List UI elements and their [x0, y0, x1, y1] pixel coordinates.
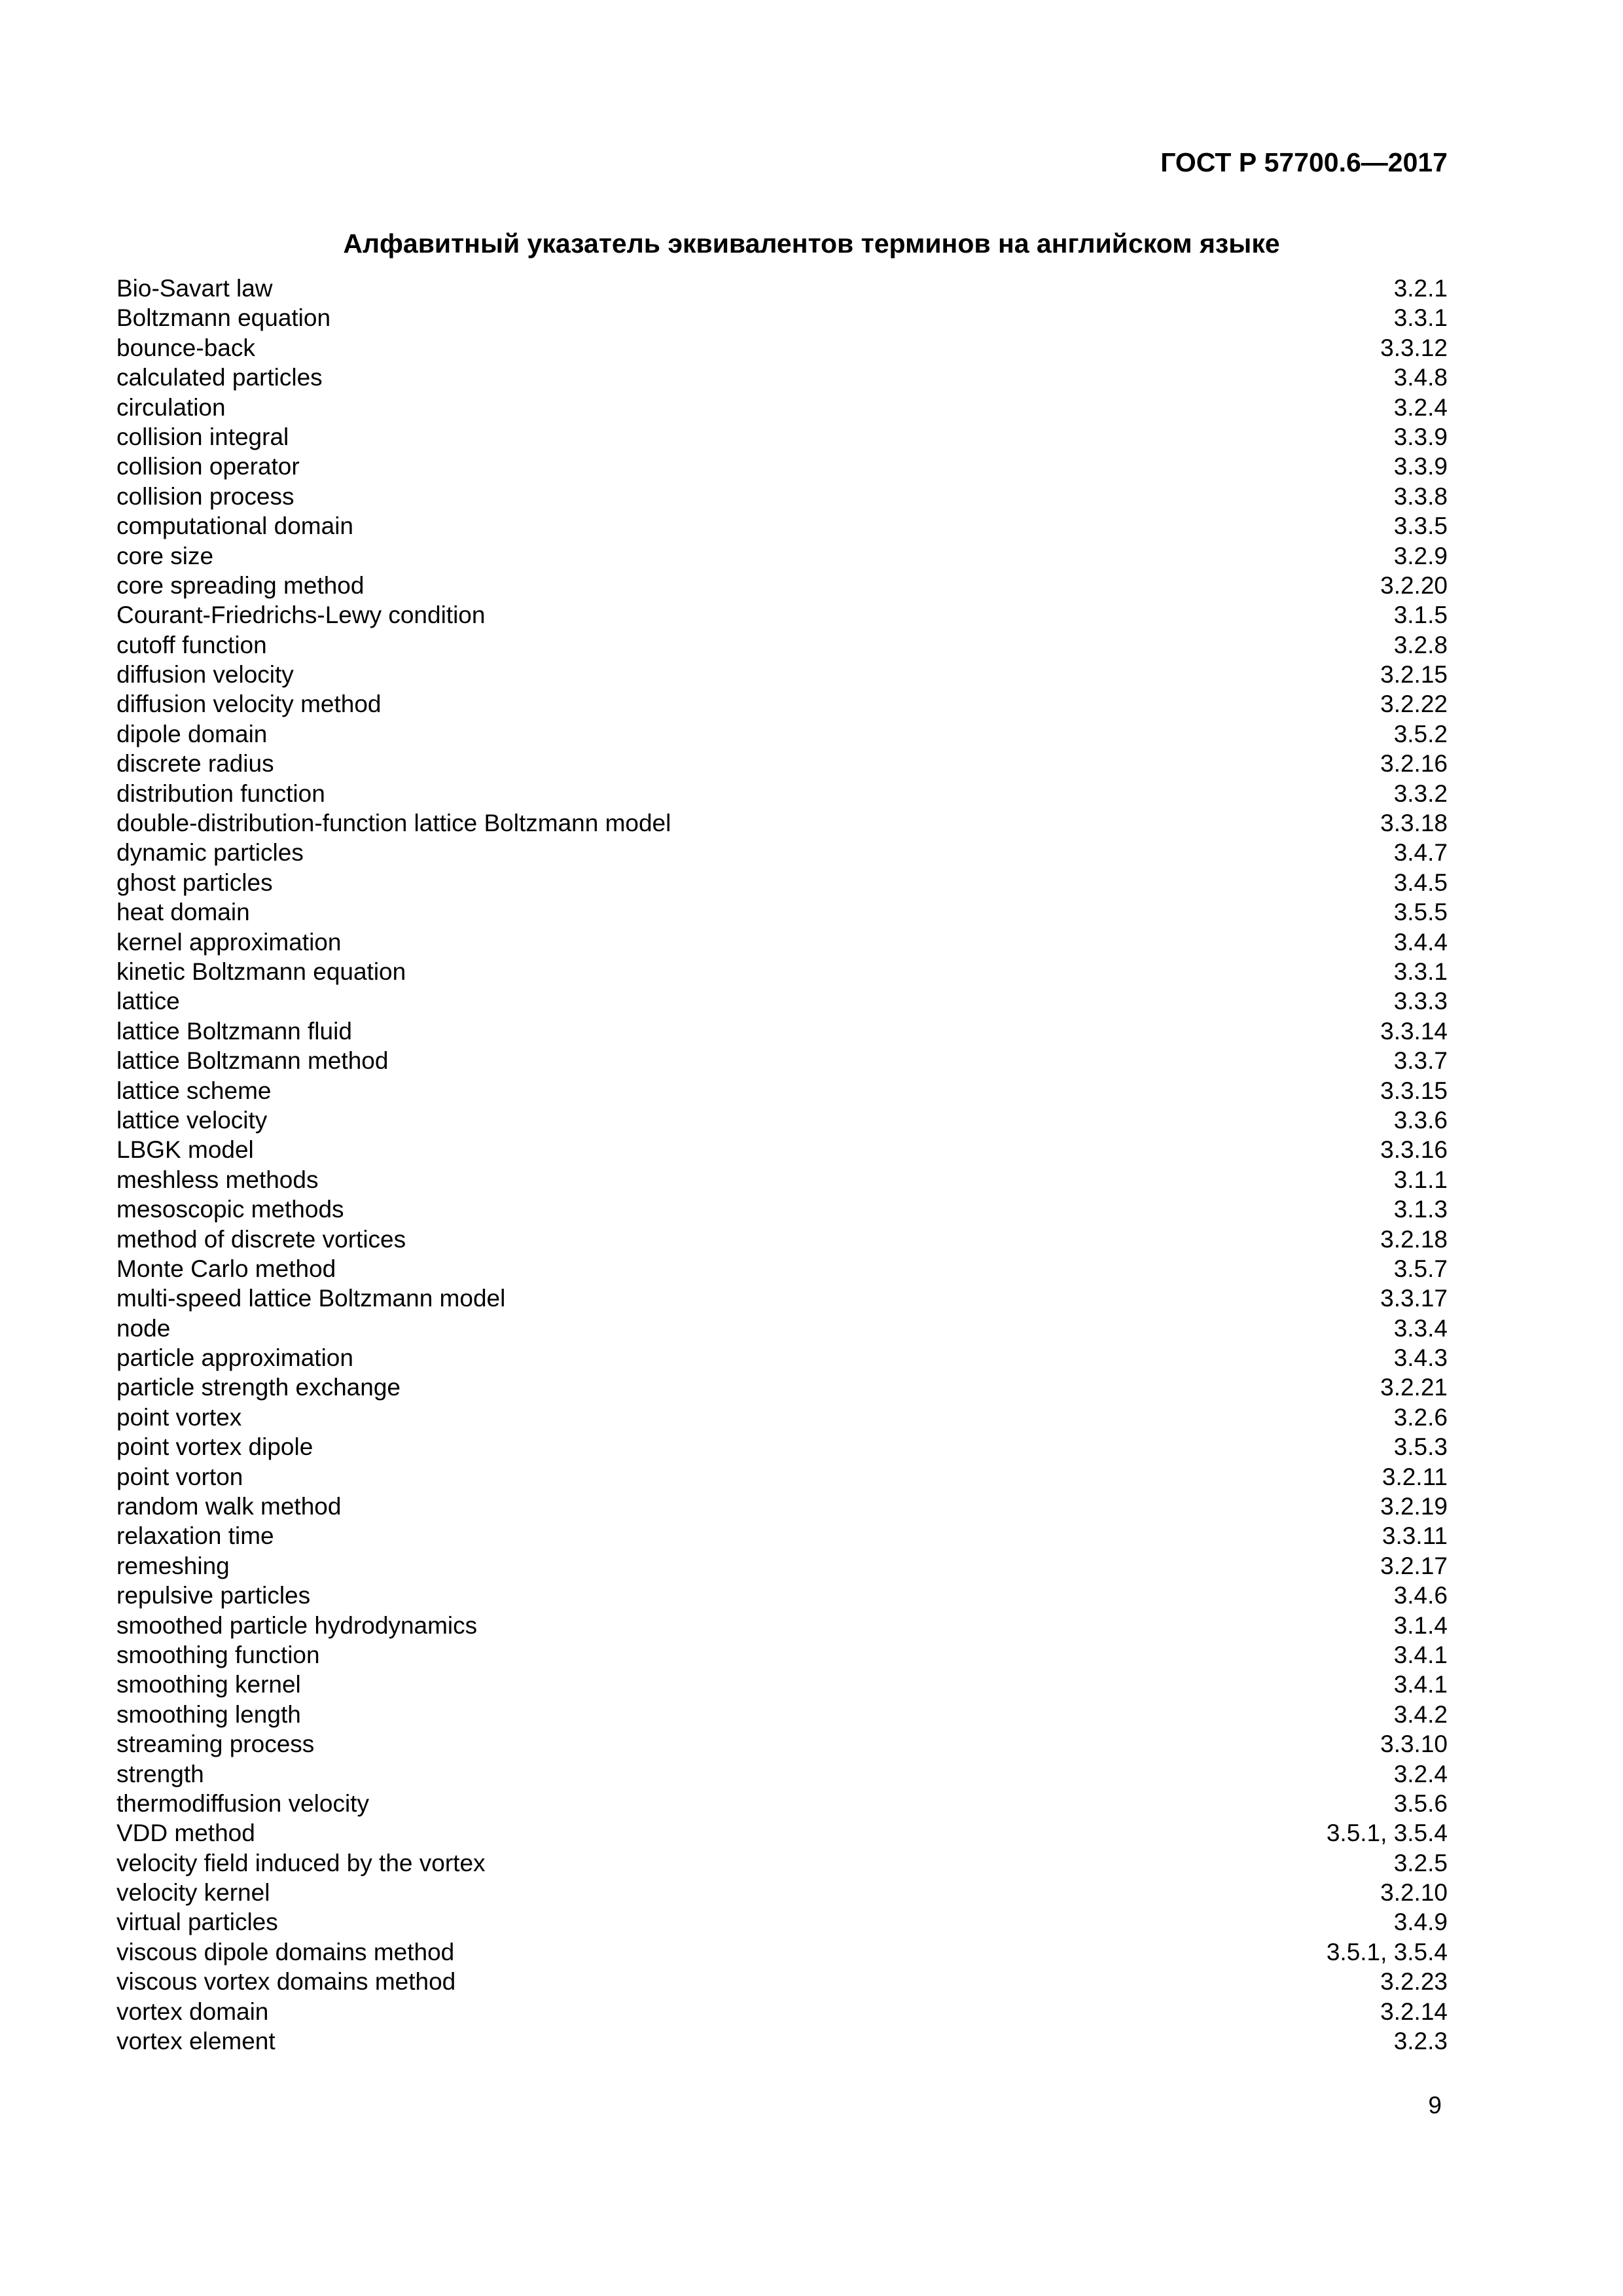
- index-clause-ref: 3.2.14: [1380, 1998, 1448, 2025]
- index-entry: [116, 1254, 1448, 1283]
- index-entry: [116, 363, 1448, 392]
- index-clause-ref: 3.5.6: [1393, 1789, 1448, 1817]
- index-entry: [116, 897, 1448, 927]
- index-term: relaxation time: [116, 1522, 274, 1550]
- index-entry: [116, 1165, 1448, 1194]
- index-clause-ref: 3.3.10: [1380, 1731, 1448, 1758]
- index-clause-ref: 3.4.5: [1393, 869, 1448, 896]
- index-term: Boltzmann equation: [116, 304, 331, 332]
- index-entry: [116, 1225, 1448, 1254]
- index-entry: [116, 1789, 1448, 1818]
- index-entry: [116, 1432, 1448, 1462]
- index-term: kernel approximation: [116, 928, 342, 956]
- index-term: lattice Boltzmann method: [116, 1047, 389, 1075]
- index-clause-ref: 3.3.15: [1380, 1077, 1448, 1104]
- standard-code-header: ГОСТ Р 57700.6—2017: [1160, 147, 1448, 177]
- index-clause-ref: 3.3.1: [1393, 304, 1448, 332]
- index-term: collision process: [116, 482, 294, 510]
- index-entry: [116, 1581, 1448, 1610]
- index-entry: [116, 600, 1448, 630]
- index-term: point vortex: [116, 1403, 242, 1431]
- index-term: ghost particles: [116, 869, 273, 896]
- index-term: strength: [116, 1760, 204, 1787]
- index-clause-ref: 3.3.2: [1393, 780, 1448, 807]
- index-clause-ref: 3.4.2: [1393, 1700, 1448, 1728]
- index-term: discrete radius: [116, 750, 274, 778]
- index-term: core size: [116, 542, 214, 569]
- index-entry: [116, 1818, 1448, 1848]
- index-clause-ref: 3.3.11: [1382, 1522, 1448, 1550]
- index-clause-ref: 3.1.1: [1393, 1166, 1448, 1193]
- index-clause-ref: 3.3.7: [1393, 1047, 1448, 1075]
- index-entry: [116, 1937, 1448, 1967]
- index-clause-ref: 3.2.22: [1380, 691, 1448, 718]
- index-entry: [116, 482, 1448, 511]
- index-term: distribution function: [116, 780, 325, 807]
- index-term: node: [116, 1314, 171, 1342]
- index-entry: [116, 868, 1448, 897]
- index-clause-ref: 3.5.3: [1393, 1433, 1448, 1461]
- index-clause-ref: 3.3.17: [1380, 1285, 1448, 1312]
- index-entry: [116, 630, 1448, 660]
- index-term: mesoscopic methods: [116, 1196, 344, 1223]
- index-entry: [116, 1016, 1448, 1046]
- index-entry: [116, 1076, 1448, 1105]
- index-clause-ref: 3.5.1, 3.5.4: [1326, 1938, 1448, 1965]
- index-entry: [116, 422, 1448, 452]
- index-term: core spreading method: [116, 571, 365, 599]
- index-term: heat domain: [116, 899, 250, 926]
- index-term: multi-speed lattice Boltzmann model: [116, 1285, 506, 1312]
- index-entry: [116, 1551, 1448, 1581]
- index-entry: [116, 1135, 1448, 1164]
- index-entry: [116, 1670, 1448, 1699]
- index-term: diffusion velocity method: [116, 691, 382, 718]
- index-clause-ref: 3.3.18: [1380, 810, 1448, 837]
- index-clause-ref: 3.2.15: [1380, 661, 1448, 689]
- index-clause-ref: 3.4.6: [1393, 1582, 1448, 1609]
- index-term: lattice scheme: [116, 1077, 272, 1104]
- index-entry: [116, 333, 1448, 363]
- index-entry: [116, 1105, 1448, 1135]
- index-clause-ref: 3.4.4: [1393, 928, 1448, 956]
- index-clause-ref: 3.2.21: [1380, 1374, 1448, 1401]
- index-entry: [116, 1848, 1448, 1878]
- index-clause-ref: 3.2.5: [1393, 1849, 1448, 1876]
- index-term: bounce-back: [116, 334, 255, 361]
- index-entry: [116, 1878, 1448, 1907]
- index-term: Courant-Friedrichs-Lewy condition: [116, 601, 486, 629]
- index-clause-ref: 3.1.4: [1393, 1611, 1448, 1639]
- index-clause-ref: 3.3.6: [1393, 1106, 1448, 1134]
- index-entry: [116, 303, 1448, 332]
- index-entry: [116, 986, 1448, 1016]
- index-clause-ref: 3.1.5: [1393, 601, 1448, 629]
- index-term: viscous dipole domains method: [116, 1938, 455, 1965]
- index-term: lattice: [116, 988, 180, 1015]
- index-entry: [116, 1403, 1448, 1432]
- index-term: meshless methods: [116, 1166, 319, 1193]
- index-entry: [116, 1462, 1448, 1492]
- index-entry: [116, 689, 1448, 719]
- index-clause-ref: 3.2.18: [1380, 1225, 1448, 1253]
- index-entry: [116, 1967, 1448, 1996]
- index-clause-ref: 3.2.10: [1380, 1879, 1448, 1907]
- index-term: velocity kernel: [116, 1879, 270, 1907]
- index-entry: [116, 1729, 1448, 1759]
- index-term: vortex domain: [116, 1998, 269, 2025]
- index-term: smoothing length: [116, 1700, 301, 1728]
- index-clause-ref: 3.2.23: [1380, 1968, 1448, 1996]
- index-term: point vorton: [116, 1463, 243, 1490]
- index-entry: [116, 1194, 1448, 1224]
- index-entry: [116, 779, 1448, 808]
- index-clause-ref: 3.5.2: [1393, 720, 1448, 747]
- index-term: viscous vortex domains method: [116, 1968, 456, 1996]
- index-clause-ref: 3.2.1: [1393, 275, 1448, 302]
- index-entry: [116, 1700, 1448, 1729]
- index-clause-ref: 3.3.9: [1393, 423, 1448, 450]
- index-term: smoothing kernel: [116, 1671, 301, 1698]
- index-clause-ref: 3.2.11: [1382, 1463, 1448, 1490]
- index-clause-ref: 3.2.4: [1393, 393, 1448, 421]
- index-term: smoothing function: [116, 1641, 320, 1668]
- index-clause-ref: 3.3.16: [1380, 1136, 1448, 1164]
- index-clause-ref: 3.3.4: [1393, 1314, 1448, 1342]
- index-term: particle approximation: [116, 1344, 353, 1372]
- index-entry: [116, 541, 1448, 571]
- index-term: method of discrete vortices: [116, 1225, 406, 1253]
- index-entry: [116, 1640, 1448, 1670]
- index-clause-ref: 3.4.8: [1393, 364, 1448, 391]
- index-clause-ref: 3.4.9: [1393, 1909, 1448, 1936]
- index-term: lattice Boltzmann fluid: [116, 1017, 352, 1045]
- index-term: repulsive particles: [116, 1582, 311, 1609]
- index-entry: [116, 749, 1448, 778]
- index-term: velocity field induced by the vortex: [116, 1849, 486, 1876]
- index-clause-ref: 3.2.9: [1393, 542, 1448, 569]
- index-term: dynamic particles: [116, 839, 304, 867]
- index-entry: [116, 1046, 1448, 1075]
- index-term: smoothed particle hydrodynamics: [116, 1611, 478, 1639]
- index-term: Monte Carlo method: [116, 1255, 336, 1282]
- index-entry: [116, 1611, 1448, 1640]
- index-term: diffusion velocity: [116, 661, 294, 689]
- index-entry: [116, 660, 1448, 689]
- index-entry: [116, 274, 1448, 303]
- index-clause-ref: 3.3.1: [1393, 958, 1448, 985]
- index-entry: [116, 838, 1448, 867]
- index-entry: [116, 1372, 1448, 1402]
- index-term: virtual particles: [116, 1909, 278, 1936]
- index-entry: [116, 393, 1448, 422]
- index-entry: [116, 927, 1448, 957]
- index-term: dipole domain: [116, 720, 268, 747]
- index-entry: [116, 571, 1448, 600]
- index-clause-ref: 3.3.3: [1393, 988, 1448, 1015]
- index-entry: [116, 1492, 1448, 1521]
- index-term: particle strength exchange: [116, 1374, 401, 1401]
- index-term: circulation: [116, 393, 226, 421]
- index-entry: [116, 452, 1448, 481]
- index-term: remeshing: [116, 1552, 230, 1579]
- index-clause-ref: 3.2.6: [1393, 1403, 1448, 1431]
- index-entry: [116, 1907, 1448, 1937]
- index-clause-ref: 3.2.19: [1380, 1493, 1448, 1520]
- index-term: vortex element: [116, 2028, 276, 2055]
- index-clause-ref: 3.2.16: [1380, 750, 1448, 778]
- index-clause-ref: 3.2.4: [1393, 1760, 1448, 1787]
- index-entry: [116, 1343, 1448, 1372]
- index-entry: [116, 1283, 1448, 1313]
- index-clause-ref: 3.3.12: [1380, 334, 1448, 361]
- index-term: streaming process: [116, 1731, 315, 1758]
- index-term: point vortex dipole: [116, 1433, 313, 1461]
- index-clause-ref: 3.3.8: [1393, 482, 1448, 510]
- index-term: calculated particles: [116, 364, 323, 391]
- index-clause-ref: 3.4.1: [1393, 1671, 1448, 1698]
- index-clause-ref: 3.4.7: [1393, 839, 1448, 867]
- index-clause-ref: 3.3.14: [1380, 1017, 1448, 1045]
- index-term: lattice velocity: [116, 1106, 268, 1134]
- index-entry: [116, 957, 1448, 986]
- index-clause-ref: 3.2.8: [1393, 631, 1448, 658]
- index-term: computational domain: [116, 512, 353, 540]
- index-term: thermodiffusion velocity: [116, 1789, 369, 1817]
- index-entry: [116, 2026, 1448, 2056]
- index-entry: [116, 719, 1448, 749]
- index-term: cutoff function: [116, 631, 267, 658]
- index-entry: [116, 1521, 1448, 1551]
- index-title: Алфавитный указатель эквивалентов терминов на английском языке: [343, 228, 1280, 259]
- index-term: random walk method: [116, 1493, 342, 1520]
- index-entry: [116, 1997, 1448, 2026]
- index-term: collision integral: [116, 423, 289, 450]
- index-term: LBGK model: [116, 1136, 254, 1164]
- index-term: Bio-Savart law: [116, 275, 273, 302]
- index-entry: [116, 1314, 1448, 1343]
- index-clause-ref: 3.3.9: [1393, 453, 1448, 480]
- index-clause-ref: 3.5.1, 3.5.4: [1326, 1820, 1448, 1847]
- page-number: 9: [1428, 2092, 1442, 2119]
- index-clause-ref: 3.4.3: [1393, 1344, 1448, 1372]
- index-entry: [116, 511, 1448, 541]
- index-term: double-distribution-function lattice Boltzmann model: [116, 810, 671, 837]
- index-entry: [116, 808, 1448, 838]
- index-clause-ref: 3.3.5: [1393, 512, 1448, 540]
- index-entry: [116, 1759, 1448, 1789]
- index-term: kinetic Boltzmann equation: [116, 958, 406, 985]
- term-index-list: [116, 274, 1448, 2056]
- index-clause-ref: 3.2.3: [1393, 2028, 1448, 2055]
- index-term: collision operator: [116, 453, 300, 480]
- index-term: VDD method: [116, 1820, 255, 1847]
- index-clause-ref: 3.4.1: [1393, 1641, 1448, 1668]
- index-clause-ref: 3.1.3: [1393, 1196, 1448, 1223]
- index-clause-ref: 3.2.17: [1380, 1552, 1448, 1579]
- index-clause-ref: 3.5.7: [1393, 1255, 1448, 1282]
- index-clause-ref: 3.5.5: [1393, 899, 1448, 926]
- index-clause-ref: 3.2.20: [1380, 571, 1448, 599]
